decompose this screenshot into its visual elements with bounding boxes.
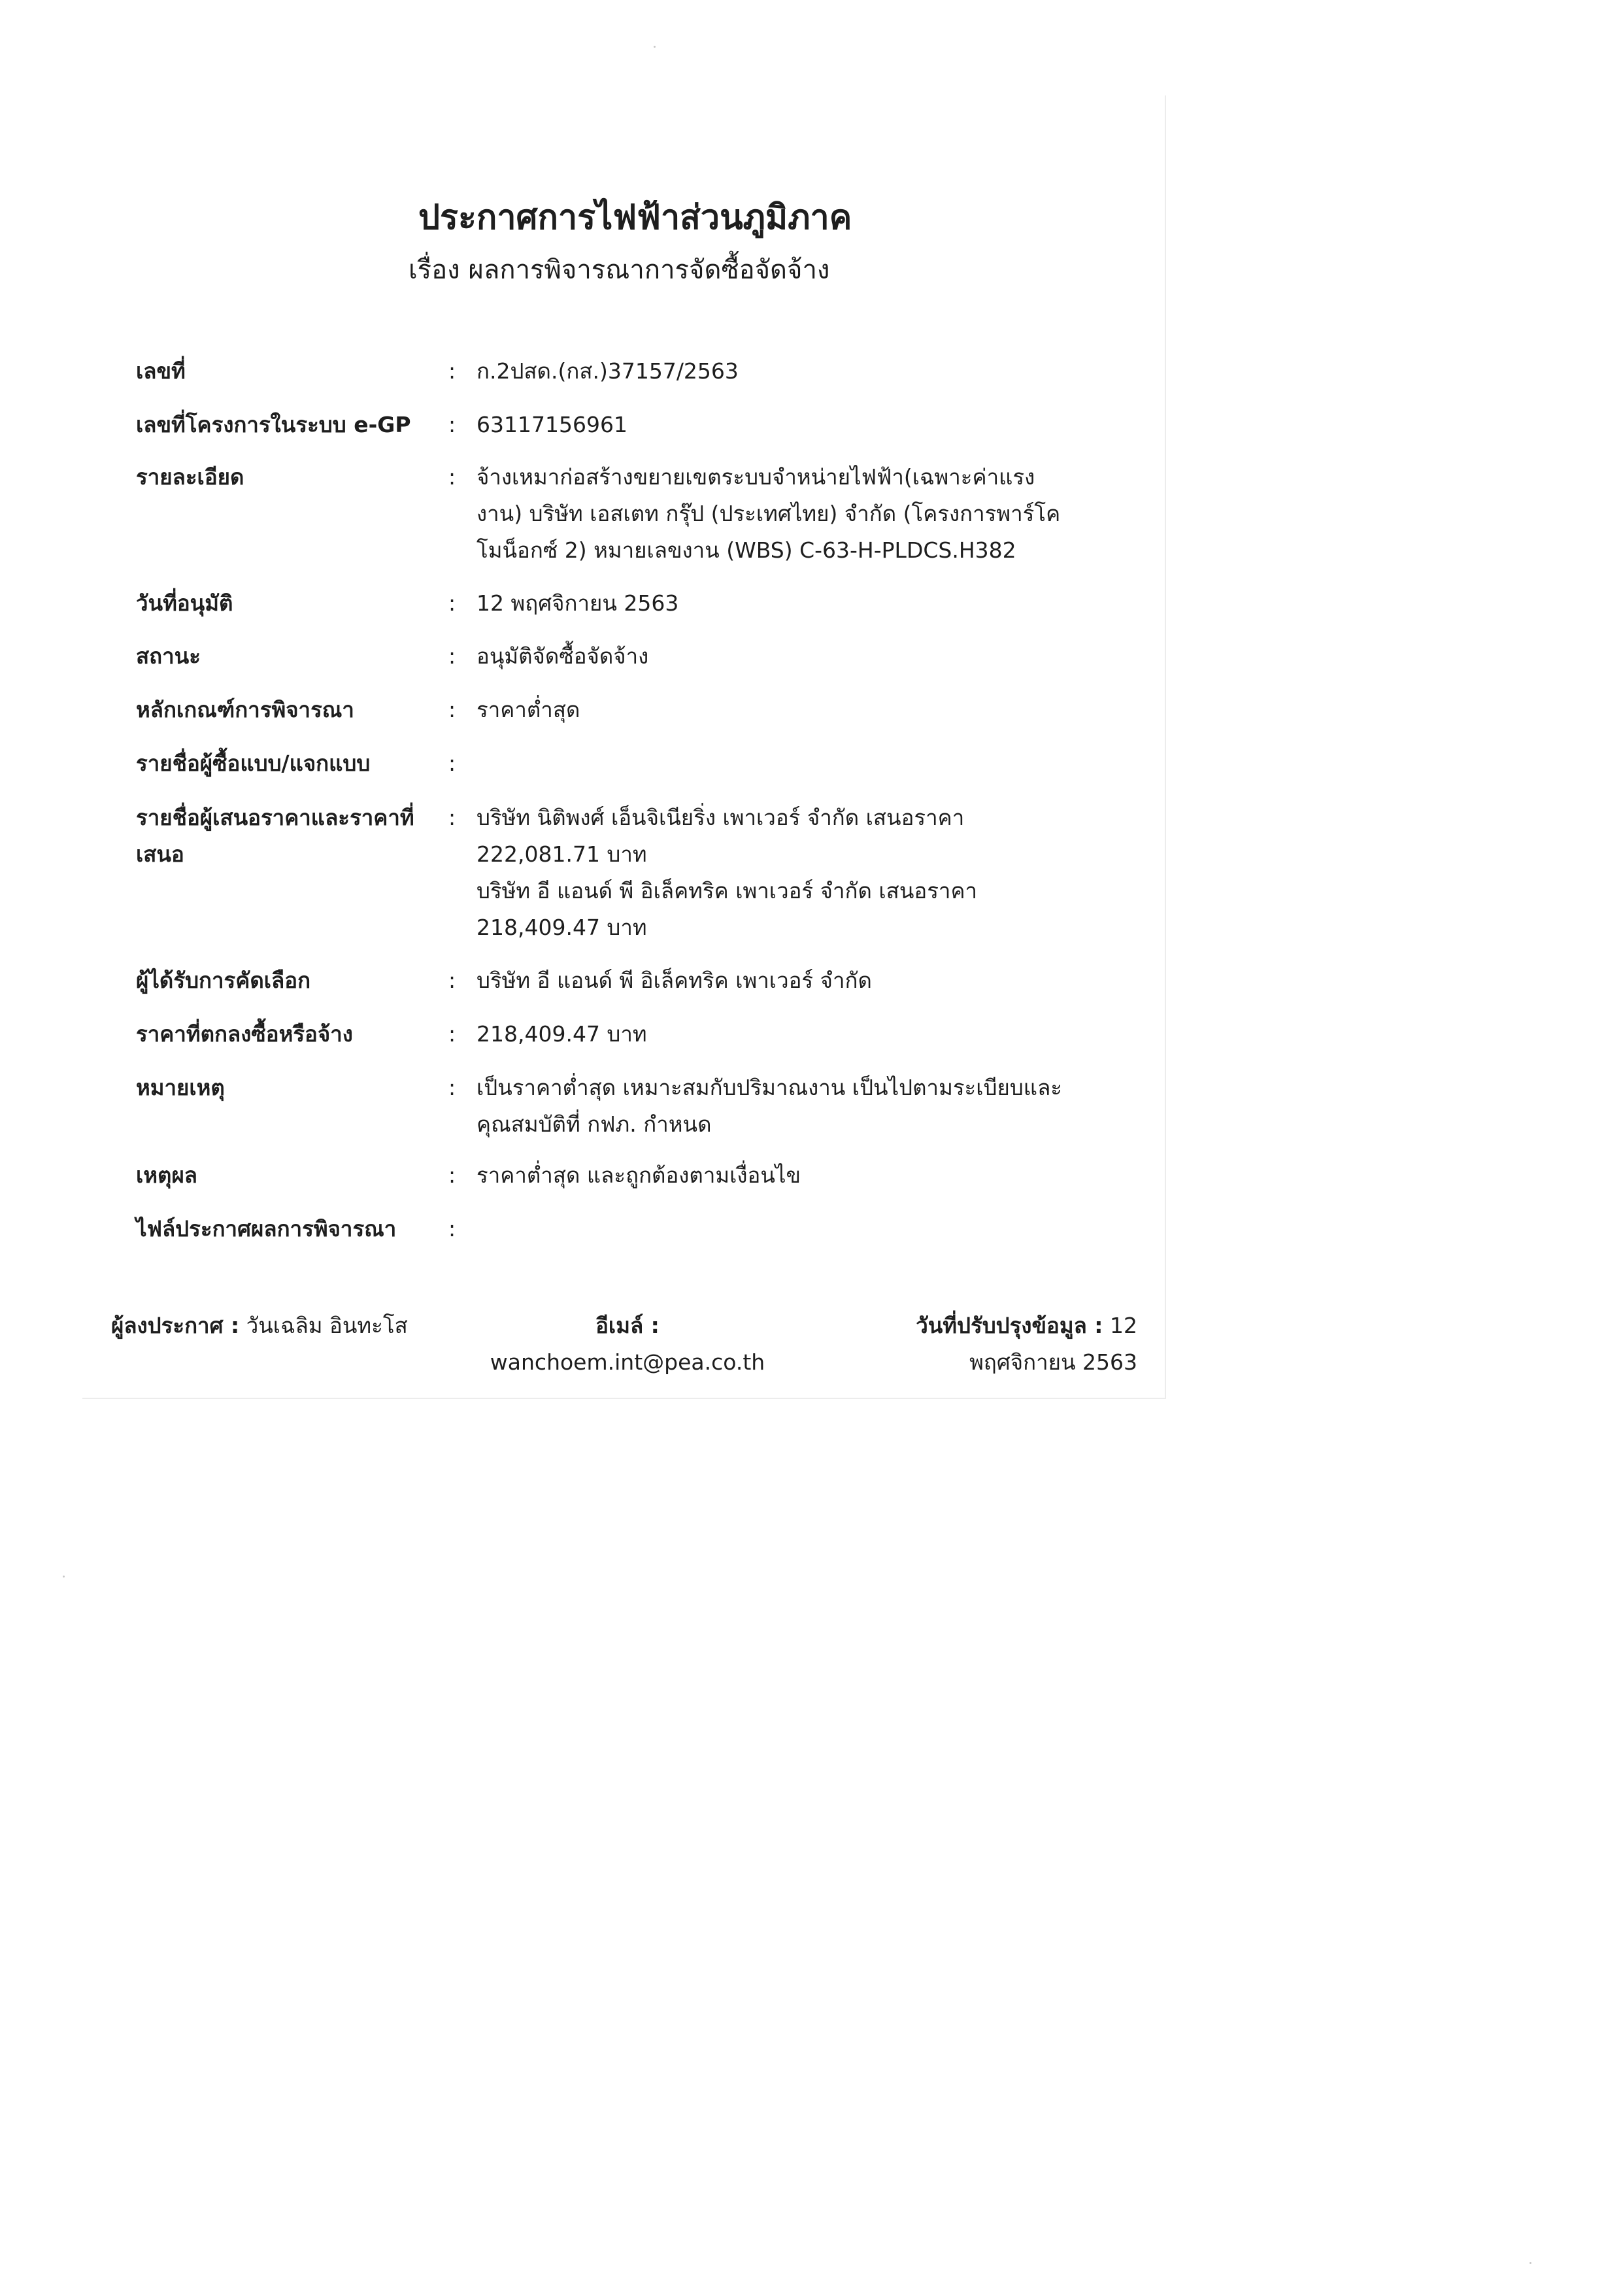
row-colon: : xyxy=(448,697,456,722)
announcer-name: วันเฉลิม อินทะโส xyxy=(246,1313,408,1338)
row-colon: : xyxy=(448,1162,456,1188)
row-label: สถานะ xyxy=(136,643,201,669)
row-value: ก.2ปสด.(กส.)37157/2563 xyxy=(476,358,739,384)
row-label: รายชื่อผู้ซื้อแบบ/แจกแบบ xyxy=(136,751,371,776)
row-colon: : xyxy=(448,643,456,669)
announcer-label: ผู้ลงประกาศ : xyxy=(111,1313,240,1338)
scan-speck xyxy=(654,46,656,48)
row-value: ราคาต่ำสุด xyxy=(476,697,580,722)
announcer xyxy=(111,1308,408,1344)
updated-month-year: พฤศจิกายน 2563 xyxy=(969,1349,1137,1375)
row-label: ผู้ได้รับการคัดเลือก xyxy=(136,968,311,993)
row-colon: : xyxy=(448,464,456,490)
page-title: ประกาศการไฟฟ้าส่วนภูมิภาค xyxy=(418,198,852,237)
row-value: 12 พฤศจิกายน 2563 xyxy=(476,590,679,616)
row-label: วันที่อนุมัติ xyxy=(136,590,233,616)
row-colon: : xyxy=(448,968,456,993)
updated-label: วันที่ปรับปรุงข้อมูล : xyxy=(916,1313,1103,1338)
updated-day: 12 xyxy=(1110,1313,1137,1338)
row-colon: : xyxy=(448,805,456,830)
row-value: อนุมัติจัดซื้อจัดจ้าง xyxy=(476,643,649,669)
row-label: หลักเกณฑ์การพิจารณา xyxy=(136,697,354,722)
row-value: บริษัท อี แอนด์ พี อิเล็คทริค เพาเวอร์ จำกัด xyxy=(476,968,872,993)
email-label: อีเมล์ : xyxy=(595,1313,660,1338)
row-label: เหตุผล xyxy=(136,1162,198,1188)
row-label: เลขที่โครงการในระบบ e-GP xyxy=(136,412,411,437)
row-value: เป็นราคาต่ำสุด เหมาะสมกับปริมาณงาน เป็นไปตามระเบียบและ คุณสมบัติที่ กฟภ. กำหนด xyxy=(476,1075,1063,1137)
row-value: 63117156961 xyxy=(476,412,627,437)
row-colon: : xyxy=(448,412,456,437)
scan-speck xyxy=(63,1576,65,1578)
row-label: หมายเหตุ xyxy=(136,1075,225,1100)
row-label: รายชื่อผู้เสนอราคาและราคาที่ เสนอ xyxy=(136,805,414,867)
row-value: 218,409.47 บาท xyxy=(476,1021,647,1047)
updated-block xyxy=(837,1308,1137,1381)
row-label: ราคาที่ตกลงซื้อหรือจ้าง xyxy=(136,1021,353,1047)
row-label: ไฟล์ประกาศผลการพิจารณา xyxy=(136,1216,397,1241)
email-address: wanchoem.int@pea.co.th xyxy=(490,1349,765,1375)
row-value: ราคาต่ำสุด และถูกต้องตามเงื่อนไข xyxy=(476,1162,801,1188)
scan-speck xyxy=(1529,2262,1531,2264)
row-colon: : xyxy=(448,1021,456,1047)
row-value: บริษัท นิติพงศ์ เอ็นจิเนียริ่ง เพาเวอร์ จำกัด เสนอราคา 222,081.71 บาท บริษัท อี แอนด์ พี อิเล็คทริค เพาเวอร์ จำกัด เสนอราคา 218,409.47 บาท xyxy=(476,805,978,940)
row-label: รายละเอียด xyxy=(136,464,244,490)
page-subtitle: เรื่อง ผลการพิจารณาการจัดซื้อจัดจ้าง xyxy=(409,255,830,285)
row-colon: : xyxy=(448,751,456,776)
row-colon: : xyxy=(448,1216,456,1241)
row-label: เลขที่ xyxy=(136,358,186,384)
row-colon: : xyxy=(448,1075,456,1100)
row-colon: : xyxy=(448,590,456,616)
email-block xyxy=(487,1308,768,1381)
row-value: จ้างเหมาก่อสร้างขยายเขตระบบจำหน่ายไฟฟ้า(เฉพาะค่าแรง งาน) บริษัท เอสเตท กรุ๊ป (ประเทศไทย) จำกัด (โครงการพาร์โค โมน็อกซ์ 2) หมายเลขงาน (WBS) C-63-H-PLDCS.H382 xyxy=(476,464,1061,563)
row-colon: : xyxy=(448,358,456,384)
